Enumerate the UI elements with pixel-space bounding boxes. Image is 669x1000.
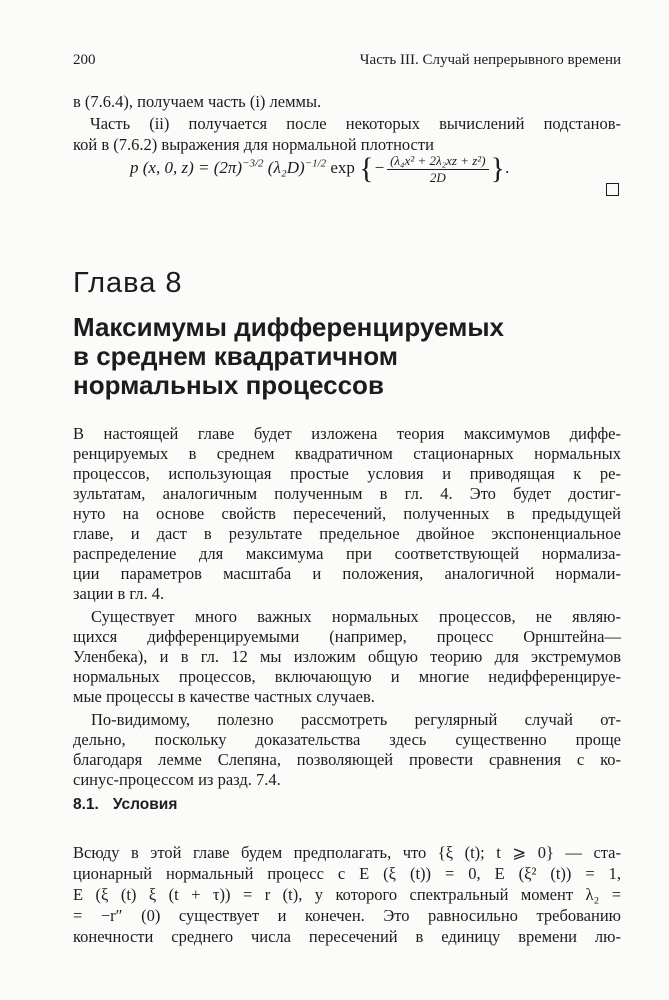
section-title: Условия (112, 796, 178, 813)
paragraph-line: Уленбека), и в гл. 12 мы изложим общую теорию для экстремумов (73, 647, 621, 666)
text-line: Часть (ii) получается после некоторых вычислений подстанов- (90, 114, 621, 133)
text-line: кой в (7.6.2) выражения для нормальной плотности (73, 135, 434, 154)
section-number: 8.1. (73, 796, 99, 813)
left-brace: { (359, 152, 374, 185)
paragraph-line: По-видимому, полезно рассмотреть регулярный случай от- (91, 710, 621, 729)
formula-middle: (λ₂D) (263, 157, 305, 177)
paragraph-line: процессов, использующая простые условия и приводящая к ре- (73, 464, 621, 483)
paragraph-line: синус-процессом из разд. 7.4. (73, 770, 281, 789)
paragraph-line: главе, и даст в результате предельное двойное экспоненциальное (73, 524, 621, 543)
fraction-numerator: (λ₄x² + 2λ₂xz + z²) (387, 153, 488, 170)
page-header (73, 52, 621, 72)
page-number: 200 (73, 52, 96, 68)
section-line: E (ξ (t) ξ (t + τ)) = r (t), у которого спектральный момент λ₂ = (73, 885, 621, 904)
chapter-title-line: в среднем квадратичном (73, 341, 399, 371)
paragraph-line: дельно, поскольку доказательства здесь существенно проще (73, 730, 621, 749)
density-formula: p (x, 0, $z) = (2\pi)^{-3/2}$ $(\lambda_2D)^{-1/2}$ exp {− $\frac{\text{(λ₄x² + 2λ₂xz + z²)}}{2D}$ }. (130, 152, 510, 185)
paragraph-line: ции параметров масштаба и положения, аналогичной нормали- (73, 564, 621, 583)
formula-exponent: −1/2 (304, 157, 327, 170)
section-heading (73, 796, 177, 814)
chapter-title-line: нормальных процессов (73, 370, 384, 400)
paragraph-line: мые процессы в качестве частных случаев. (73, 687, 375, 706)
paragraph-line: ренцируемых в среднем квадратичном стационарных нормальных (73, 444, 621, 463)
paragraph-line: щихся дифференцируемыми (например, процесс Орнштейна— (73, 627, 621, 646)
section-line: конечности среднего числа пересечений в единицу времени лю- (73, 927, 621, 946)
formula-period: . (504, 157, 510, 177)
fraction-denominator: 2D (429, 169, 446, 185)
formula-exp: exp (326, 157, 360, 177)
section-line: = −r″ (0) существует и конечен. Это равносильно требованию (73, 906, 621, 925)
paragraph-line: зации в гл. 4. (73, 584, 165, 603)
paragraph-line: нормальных процессов, включающую и многие недифференцируе- (73, 667, 621, 686)
paragraph-line: В настоящей главе будет изложена теория максимумов диффе- (73, 424, 621, 443)
paragraph-line: распределение для максимума при соответствующей нормализа- (73, 544, 621, 563)
section-line: Всюду в этой главе будем предполагать, что {ξ (t); t ⩾ 0} — ста- (73, 843, 621, 862)
formula-lhs: p (x, 0, z) = (2π) (130, 157, 243, 177)
section-line: ционарный нормальный процесс с E (ξ (t)) = 0, E (ξ² (t)) = 1, (73, 864, 621, 883)
chapter-title-line: Максимумы дифференцируемых (73, 312, 505, 342)
running-title: Часть III. Случай непрерывного времени (359, 52, 621, 68)
formula-exponent: −3/2 (242, 157, 264, 170)
chapter-number: Глава 8 (73, 267, 183, 299)
text-line: в (7.6.4), получаем часть (i) леммы. (73, 92, 322, 111)
formula-fraction (387, 153, 488, 186)
paragraph-line: благодаря лемме Слепяна, позволяющей провести сравнения с ко- (73, 750, 621, 769)
paragraph-line: зультатам, аналогичным полученным в гл. 4. Это будет достиг- (73, 484, 621, 503)
paragraph-line: нуто на основе свойств пересечений, полученных в предыдущей (73, 504, 621, 523)
paragraph-line: Существует много важных нормальных процессов, не являю- (91, 607, 621, 626)
qed-square-icon (606, 183, 619, 196)
right-brace: } (490, 152, 505, 185)
